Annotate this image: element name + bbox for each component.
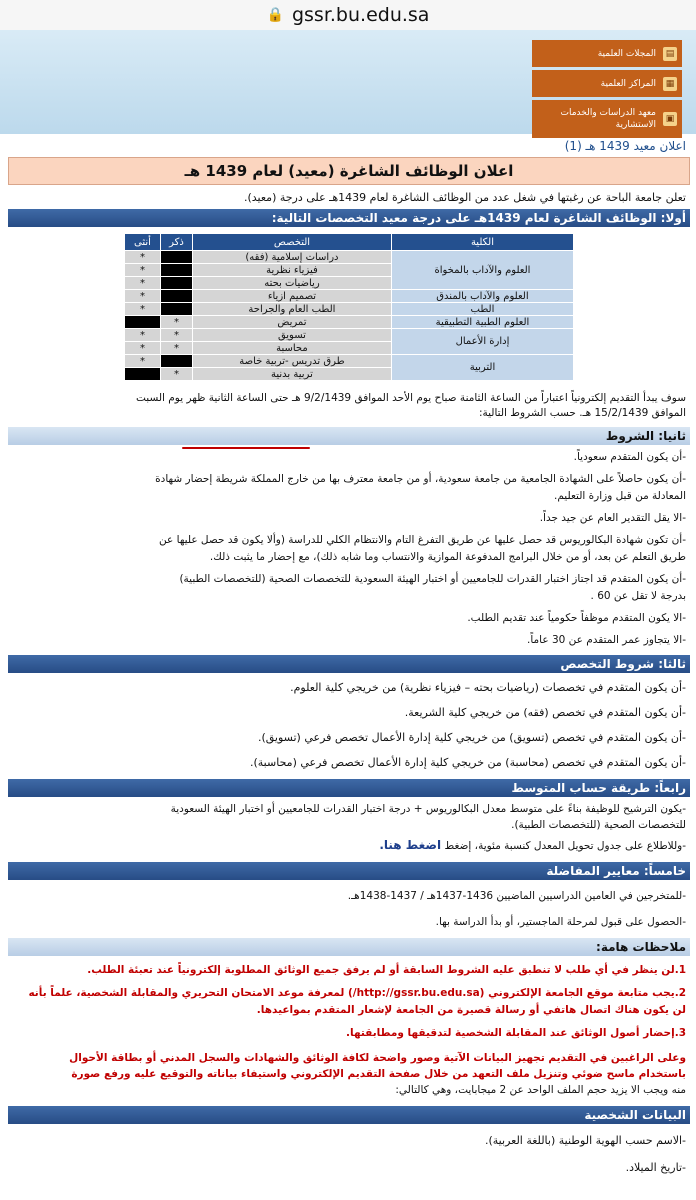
institute-icon: ▣ <box>663 112 677 126</box>
college-cell: العلوم والآداب بالمخواة <box>391 251 573 290</box>
section-jobs: أولا: الوظائف الشاغرة لعام 1439هـ على درجة معيد التخصصات التالية: <box>8 209 690 227</box>
personal-item: -تاريخ الميلاد. <box>625 1161 686 1174</box>
college-cell: التربية <box>391 355 573 381</box>
spec-cell: تصميم ازياء <box>192 290 391 303</box>
section-notes: ملاحظات هامة: <box>8 938 690 956</box>
mark-cell: * <box>160 342 192 355</box>
mark-cell: * <box>160 316 192 329</box>
preference-list <box>8 888 690 930</box>
apply-line: منه ويجب الا يزيد حجم الملف الواحد عن 2 ميجابايت، وهي كالتالي: <box>395 1084 686 1096</box>
apply-line: باستخدام ماسح ضوئي وتنزيل ملف التعهد من خلال صفحة التقديم الإلكتروني واستيفاء بياناته والتوقيع عليه ورفع صورة <box>71 1068 686 1080</box>
condition-item: بدرجة لا تقل عن 60 . <box>590 590 686 602</box>
page-title: اعلان الوظائف الشاغرة (معيد) لعام 1439 هـ <box>8 157 690 185</box>
section-average: رابعاً: طريقة حساب المتوسط <box>8 779 690 797</box>
condition-item: -أن يكون حاصلاً على الشهادة الجامعية من جامعة سعودية، أو من جامعة معترف بها من خارج المملكة شريطة إحضار شهادة <box>155 473 686 485</box>
condition-item: -الا يقل التقدير العام عن جيد جداً. <box>539 512 686 524</box>
specializations-table <box>124 233 574 381</box>
header-male: ذكر <box>160 234 192 251</box>
college-cell: العلوم والآداب بالمندق <box>391 290 573 303</box>
click-here-link[interactable]: اضغط هنا. <box>379 838 442 852</box>
nav-item-journals[interactable]: ▤ المجلات العلمية <box>532 40 682 67</box>
spec-condition-item: -أن يكون المتقدم في تخصصات (رياضيات بحته – فيزياء نظرية) من خريجي كلية العلوم. <box>290 681 686 694</box>
college-cell: إدارة الأعمال <box>391 329 573 355</box>
spec-cell: رياضيات بحته <box>192 277 391 290</box>
spec-conditions-list <box>8 679 690 771</box>
note-item: 3.إحضار أصول الوثائق عند المقابلة الشخصية لتدقيقها ومطابقتها. <box>346 1027 686 1039</box>
mark-cell: * <box>125 342 161 355</box>
average-text <box>8 801 690 854</box>
date-underline <box>182 447 310 449</box>
conditions-list <box>8 449 690 649</box>
notes-list <box>8 962 690 1042</box>
header-female: أنثى <box>125 234 161 251</box>
redacted-cell <box>125 368 161 381</box>
redacted-cell <box>160 303 192 316</box>
intro-text: تعلن جامعة الباحة عن رغبتها في شغل عدد من الوظائف الشاغرة لعام 1439هـ على درجة (معيد). <box>243 191 686 204</box>
redacted-cell <box>125 316 161 329</box>
mark-cell: * <box>125 264 161 277</box>
college-cell: العلوم الطبية التطبيقية <box>391 316 573 329</box>
redacted-cell <box>160 290 192 303</box>
condition-item: -أن يكون المتقدم قد اجتاز اختبار القدرات للجامعيين أو اختبار الهيئة السعودية للتخصصات الصحية (للتخصصات الطبية) <box>179 573 686 585</box>
spec-cell: تسويق <box>192 329 391 342</box>
mark-cell: * <box>125 290 161 303</box>
breadcrumb[interactable]: اعلان معيد 1439 هـ (1) <box>564 139 686 153</box>
apply-line: وعلى الراغبين في التقديم تجهيز البيانات الآتية وصور واضحة لكافة الوثائق والشهادات والسجل المدني أو بطاقة الأحوال <box>69 1052 686 1064</box>
condition-item: -أن يكون المتقدم سعودياً. <box>573 451 686 463</box>
redacted-cell <box>160 264 192 277</box>
mark-cell: * <box>125 251 161 264</box>
condition-item: المعادلة من قبل وزارة التعليم. <box>553 490 686 502</box>
lock-icon: 🔒 <box>266 7 284 23</box>
condition-item: -الا يتجاوز عمر المتقدم عن 30 عاماً. <box>526 634 686 646</box>
condition-item: -الا يكون المتقدم موظفاً حكومياً عند تقديم الطلب. <box>467 612 686 624</box>
building-icon: ▦ <box>663 77 677 91</box>
mark-cell: * <box>125 355 161 368</box>
personal-list <box>8 1132 690 1176</box>
mark-cell: * <box>125 329 161 342</box>
schedule-line-2: الموافق 15/2/1439 هـ. حسب الشروط التالية: <box>478 407 686 419</box>
section-personal: البيانات الشخصية <box>8 1106 690 1124</box>
preference-item: -للمتخرجين في العامين الدراسيين الماضيين 1436-1437هـ / 1437-1438هـ. <box>347 890 686 902</box>
spec-cell: طرق تدريس -تربية خاصة <box>192 355 391 368</box>
mark-cell: * <box>125 303 161 316</box>
redacted-cell <box>160 251 192 264</box>
spec-cell: محاسبة <box>192 342 391 355</box>
spec-cell: تمريض <box>192 316 391 329</box>
spec-cell: تربية بدنية <box>192 368 391 381</box>
side-nav <box>532 40 682 141</box>
personal-item: -الاسم حسب الهوية الوطنية (باللغة العربية). <box>485 1134 686 1147</box>
spec-cell: دراسات إسلامية (فقه) <box>192 251 391 264</box>
section-spec-conditions: ثالثا: شروط التخصص <box>8 655 690 673</box>
section-conditions: ثانيا: الشروط <box>8 427 690 445</box>
note-item: 1.لن ينظر في أي طلب لا تنطبق عليه الشروط السابقة أو لم يرفق جميع الوثائق المطلوبة إلكترونياً عند تعبئة الطلب. <box>87 964 686 976</box>
condition-item: -أن تكون شهادة البكالوريوس قد حصل عليها عن طريق التفرغ التام والانتظام الكلي للدراسة (وألا يكون قد حصل عليها عن <box>159 534 686 546</box>
note-item: 2.يجب متابعة موقع الجامعة الإلكتروني (http://gssr.bu.edu.sa/) لمعرفة موعد الامتحان التحريري والمقابلة الشخصية، علماً بأنه <box>28 987 686 999</box>
redacted-cell <box>160 277 192 290</box>
spec-condition-item: -أن يكون المتقدم في تخصص (تسويق) من خريجي كلية إدارة الأعمال تخصص فرعي (تسويق). <box>257 731 686 744</box>
spec-cell: الطب العام والجراحة <box>192 303 391 316</box>
spec-condition-item: -أن يكون المتقدم في تخصص (محاسبة) من خريجي كلية إدارة الأعمال تخصص فرعي (محاسبة). <box>250 756 686 769</box>
announcement-content <box>8 157 690 1176</box>
college-cell: الطب <box>391 303 573 316</box>
header-college: الكلية <box>391 234 573 251</box>
nav-item-institute[interactable]: ▣ معهد الدراسات والخدمات الاستشارية <box>532 100 682 138</box>
note-item: لن يكون هناك اتصال هاتفي أو رسالة قصيرة من الجامعة لإشعار المتقدم بمواعيدها. <box>256 1004 686 1016</box>
url-text: gssr.bu.edu.sa <box>291 4 430 26</box>
book-icon: ▤ <box>663 47 677 61</box>
nav-item-centers[interactable]: ▦ المراكز العلمية <box>532 70 682 97</box>
condition-item: طريق التعلم عن بعد، أو من خلال البرامج المدفوعة الموازية والانتساب وما شابه ذلك)، مع إحضار ما يثبت ذلك. <box>209 551 686 563</box>
address-bar[interactable] <box>0 0 696 31</box>
mark-cell: * <box>125 277 161 290</box>
apply-text <box>8 1050 690 1098</box>
average-line: -يكون الترشيح للوظيفة بناءً على متوسط معدل البكالوريوس + درجة اختبار القدرات للجامعيين أو اختبار الهيئة السعودية <box>170 803 686 815</box>
preference-item: -الحصول على قبول لمرحلة الماجستير، أو بدأ الدراسة بها. <box>435 916 686 928</box>
mark-cell: * <box>160 329 192 342</box>
average-line: للتخصصات الصحية (للتخصصات الطبية). <box>511 819 686 831</box>
spec-condition-item: -أن يكون المتقدم في تخصص (فقه) من خريجي كلية الشريعة. <box>404 706 686 719</box>
redacted-cell <box>160 355 192 368</box>
average-line: -وللاطلاع على جدول تحويل المعدل كنسبة مئوية، إضغط اضغط هنا. <box>379 838 686 852</box>
mark-cell: * <box>160 368 192 381</box>
schedule-line-1: سوف يبدأ التقديم إلكترونياً اعتباراً من الساعة الثامنة صباح يوم الأحد الموافق 9/2/1439 هـ حتى الساعة الثانية ظهر يوم السبت <box>135 392 686 404</box>
section-preference: خامساً: معايير المفاضلة <box>8 862 690 880</box>
header-specialization: التخصص <box>192 234 391 251</box>
spec-cell: فيزياء نظرية <box>192 264 391 277</box>
